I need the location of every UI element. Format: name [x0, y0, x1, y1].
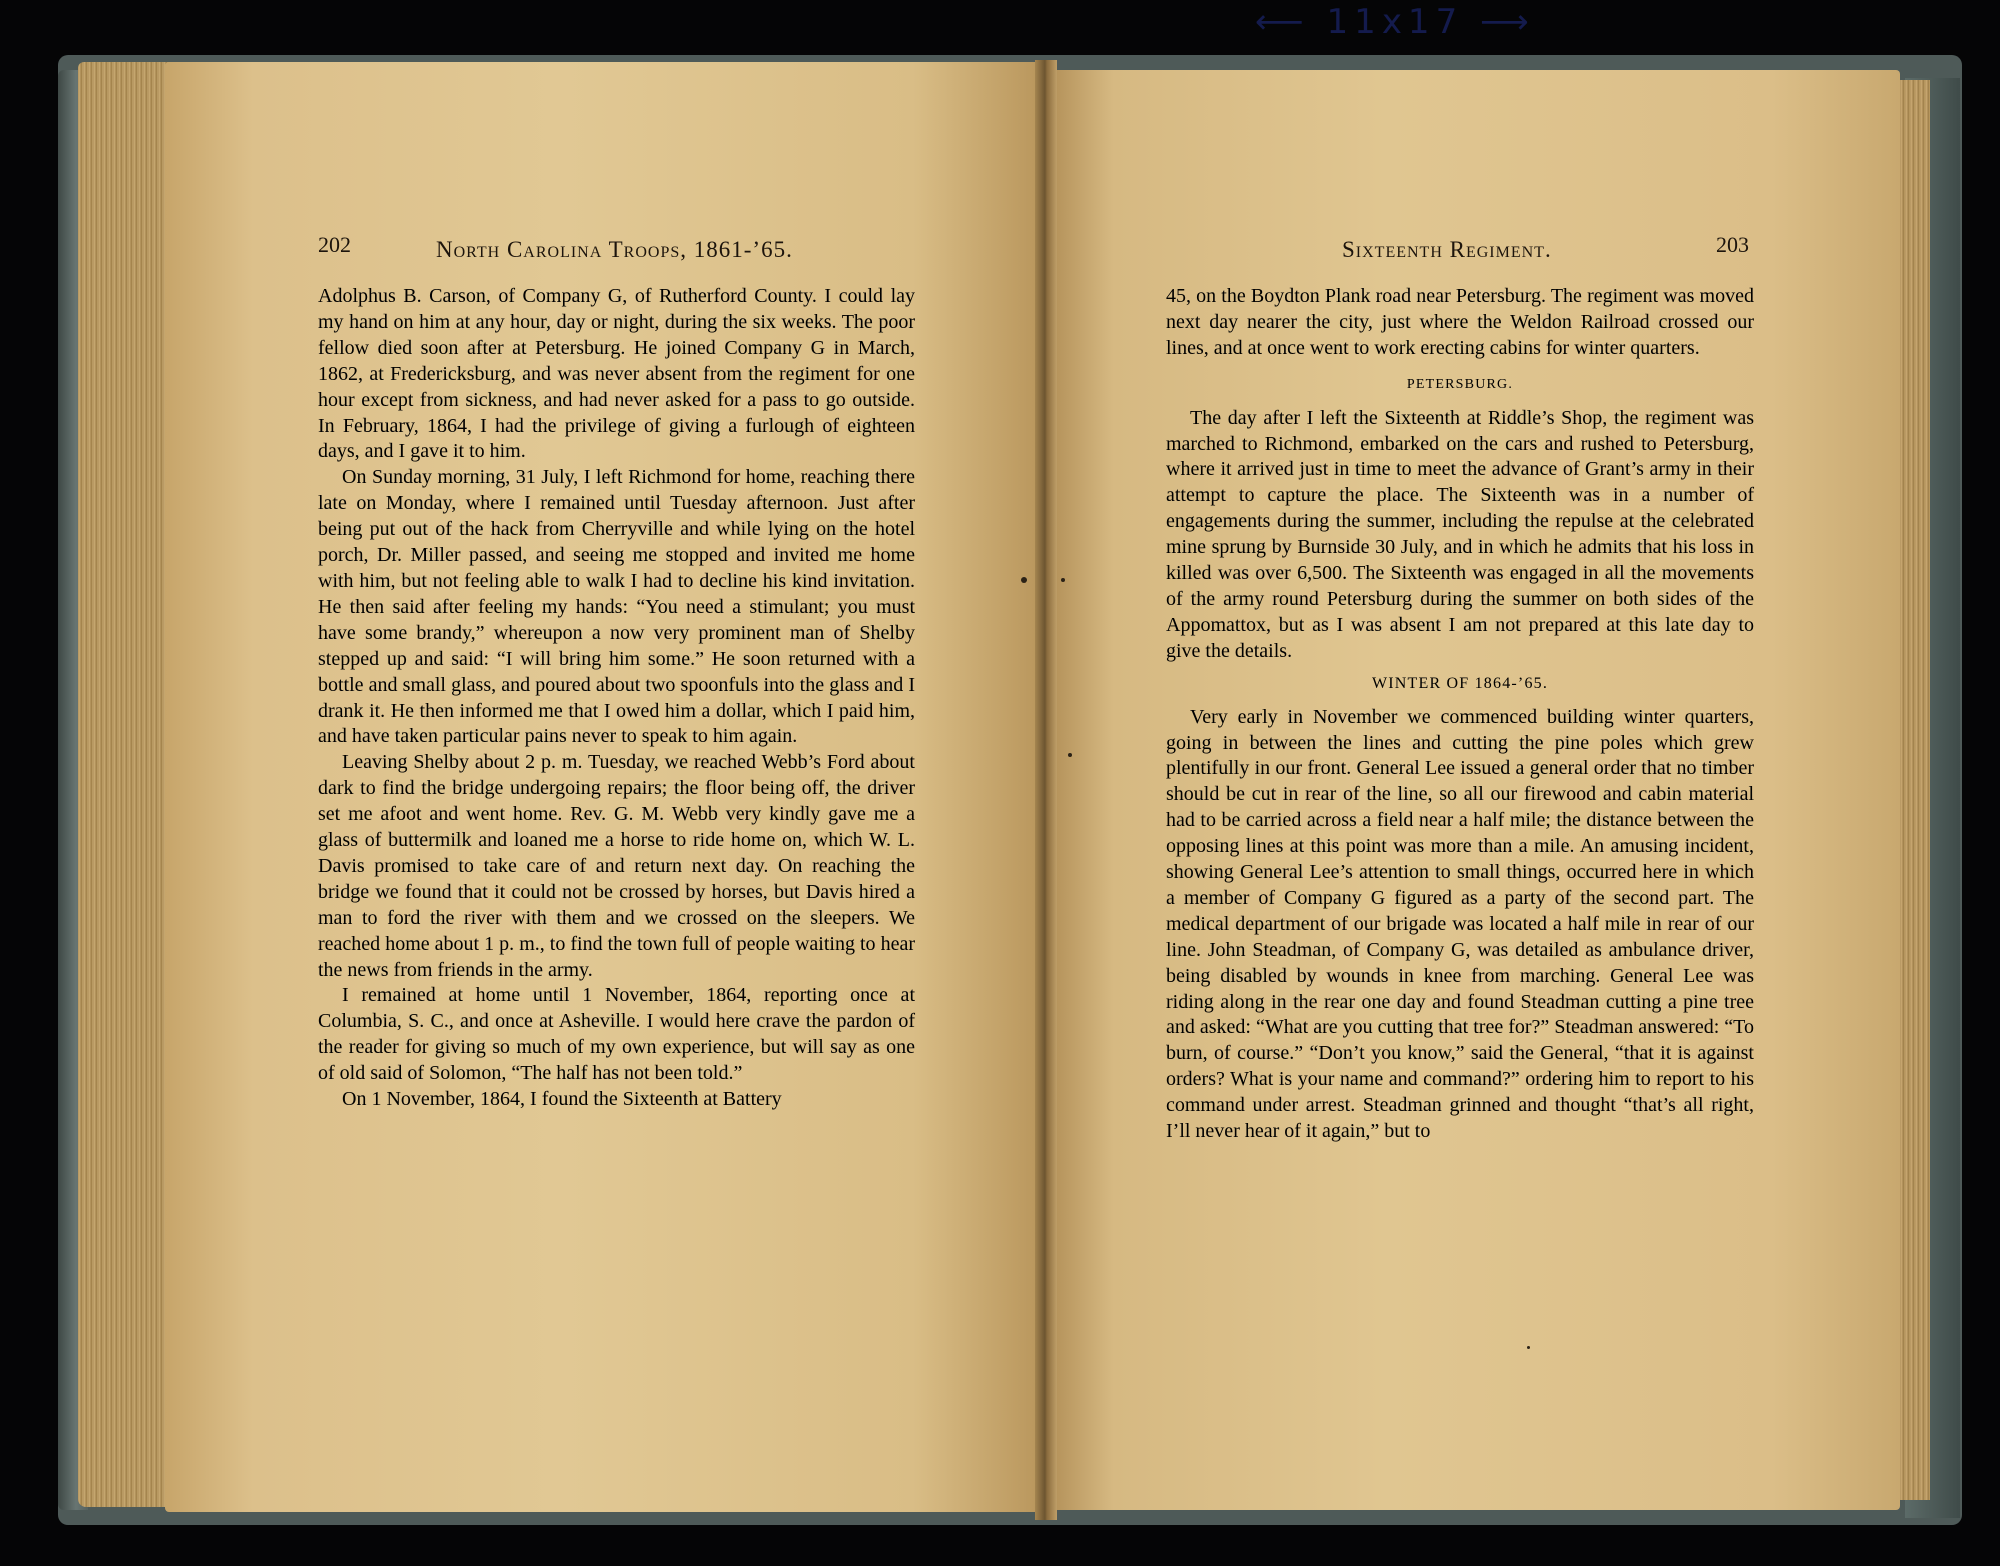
left-running-head: North Carolina Troops, 1861-’65.	[436, 237, 793, 262]
page-edges-left	[78, 62, 173, 1507]
left-paragraph-1: Adolphus B. Carson, of Company G, of Rutherford County. I could lay my hand on him at any hour, day or night, during the six weeks. The poor fellow died soon after at Petersburg. He joined Company G in March, 1862, at Fredericksburg, and was never absent from the regiment for one hour except from sickness, and had never asked for a pass to go outside. In February, 1864, I had the privilege of giving a furlough of eighteen days, and I gave it to him.	[318, 285, 915, 463]
book-gutter	[1035, 60, 1057, 1520]
left-page-text	[318, 284, 915, 1113]
left-page-number: 202	[318, 232, 351, 257]
right-page-number: 203	[1716, 232, 1749, 257]
petersburg-paragraph: The day after I left the Sixteenth at Riddle’s Shop, the regiment was marched to Richmond, embarked on the cars and rushed to Petersburg, where it arrived just in time to meet the advance of Grant’s army in their attempt to capture the place. The Sixteenth was in a number of engagements during the summer, including the repulse at the celebrated mine sprung by Burnside 30 July, and in which he admits that his loss in killed was over 6,500. The Sixteenth was engaged in all the movements of the army round Petersburg during the summer on both sides of the Appomattox, but as I was absent I am not prepared at this late day to give the details.	[1166, 406, 1754, 662]
winter-paragraph: Very early in November we commenced building winter quarters, going in between the lines and cutting the pine poles which grew plentifully in our front. General Lee issued a general order that no timber should be cut in rear of the line, so all our firewood and cabin material had to be carried across a field near a half mile; the distance between the opposing lines at this point was more than a mile. An amusing incident, showing General Lee’s attention to small things, occurred here in which a member of Company G figured as a party of the second part. The medical department of our brigade was located a half mile in rear of our line. John Steadman, of Company G, was detailed as ambulance driver, being disabled by wounds in knee from marching. General Lee was riding along in the rear one day and found Steadman cutting a pine tree and asked: “What are you cutting that tree for?” Steadman answered: “To burn, of course.” “Don’t you know,” said the General, “that it is against orders? What is your name and command?” ordering him to report to his command under arrest. Steadman grinned and thought “that’s all right, I’ll never hear of it again,” but to	[1166, 705, 1754, 1143]
paper-speck	[1021, 577, 1027, 583]
right-page-text	[1166, 284, 1754, 1145]
paper-speck	[1061, 578, 1065, 582]
right-intro-paragraph: 45, on the Boydton Plank road near Petersburg. The regiment was moved next day nearer the city, just where the Weldon Railroad crossed our lines, and at once went to work erecting cabins for winter quarters.	[1166, 285, 1754, 359]
left-paragraph-3: Leaving Shelby about 2 p. m. Tuesday, we reached Webb’s Ford about dark to find the bridge undergoing repairs; the floor being off, the driver set me afoot and went home. Rev. G. M. Webb very kindly gave me a glass of buttermilk and loaned me a horse to ride home on, which W. L. Davis promised to take care of and return next day. On reaching the bridge we found that it could not be crossed by horses, but Davis hired a man to ford the river with them and we crossed on the sleepers. We reached home about 1 p. m., to find the town full of people waiting to hear the news from friends in the army.	[318, 751, 915, 981]
left-paragraph-5: On 1 November, 1864, I found the Sixteenth at Battery	[342, 1088, 782, 1111]
left-paragraph-2: On Sunday morning, 31 July, I left Richmond for home, reaching there late on Monday, where I remained until Tuesday afternoon. Just after being put out of the hack from Cherryville and while lying on the hotel porch, Dr. Miller passed, and seeing me stopped and invited me home with him, but not feeling able to walk I had to decline his kind invitation. He then said after feeling my hands: “You need a stimulant; you must have some brandy,” whereupon a now very prominent man of Shelby stepped up and said: “I will bring him some.” He soon returned with a bottle and small glass, and poured about two spoonfuls into the glass and I drank it. He then informed me that I owed him a dollar, which I paid him, and have taken particular pains never to speak to him again.	[318, 466, 915, 748]
section-heading-winter: WINTER OF 1864-’65.	[1371, 674, 1549, 692]
paper-speck	[1527, 1346, 1530, 1349]
right-running-head: Sixteenth Regiment.	[1342, 237, 1552, 262]
left-paragraph-4: I remained at home until 1 November, 1864, reporting once at Columbia, S. C., and once at Asheville. I would here crave the pardon of the reader for giving so much of my own experience, but will say as one of old said of Solomon, “The half has not been told.”	[318, 984, 915, 1085]
paper-speck	[1068, 753, 1072, 757]
section-heading-petersburg: PETERSBURG.	[1406, 376, 1514, 392]
size-ruler-label: ⟵ 11x17 ⟶	[1255, 2, 1535, 42]
